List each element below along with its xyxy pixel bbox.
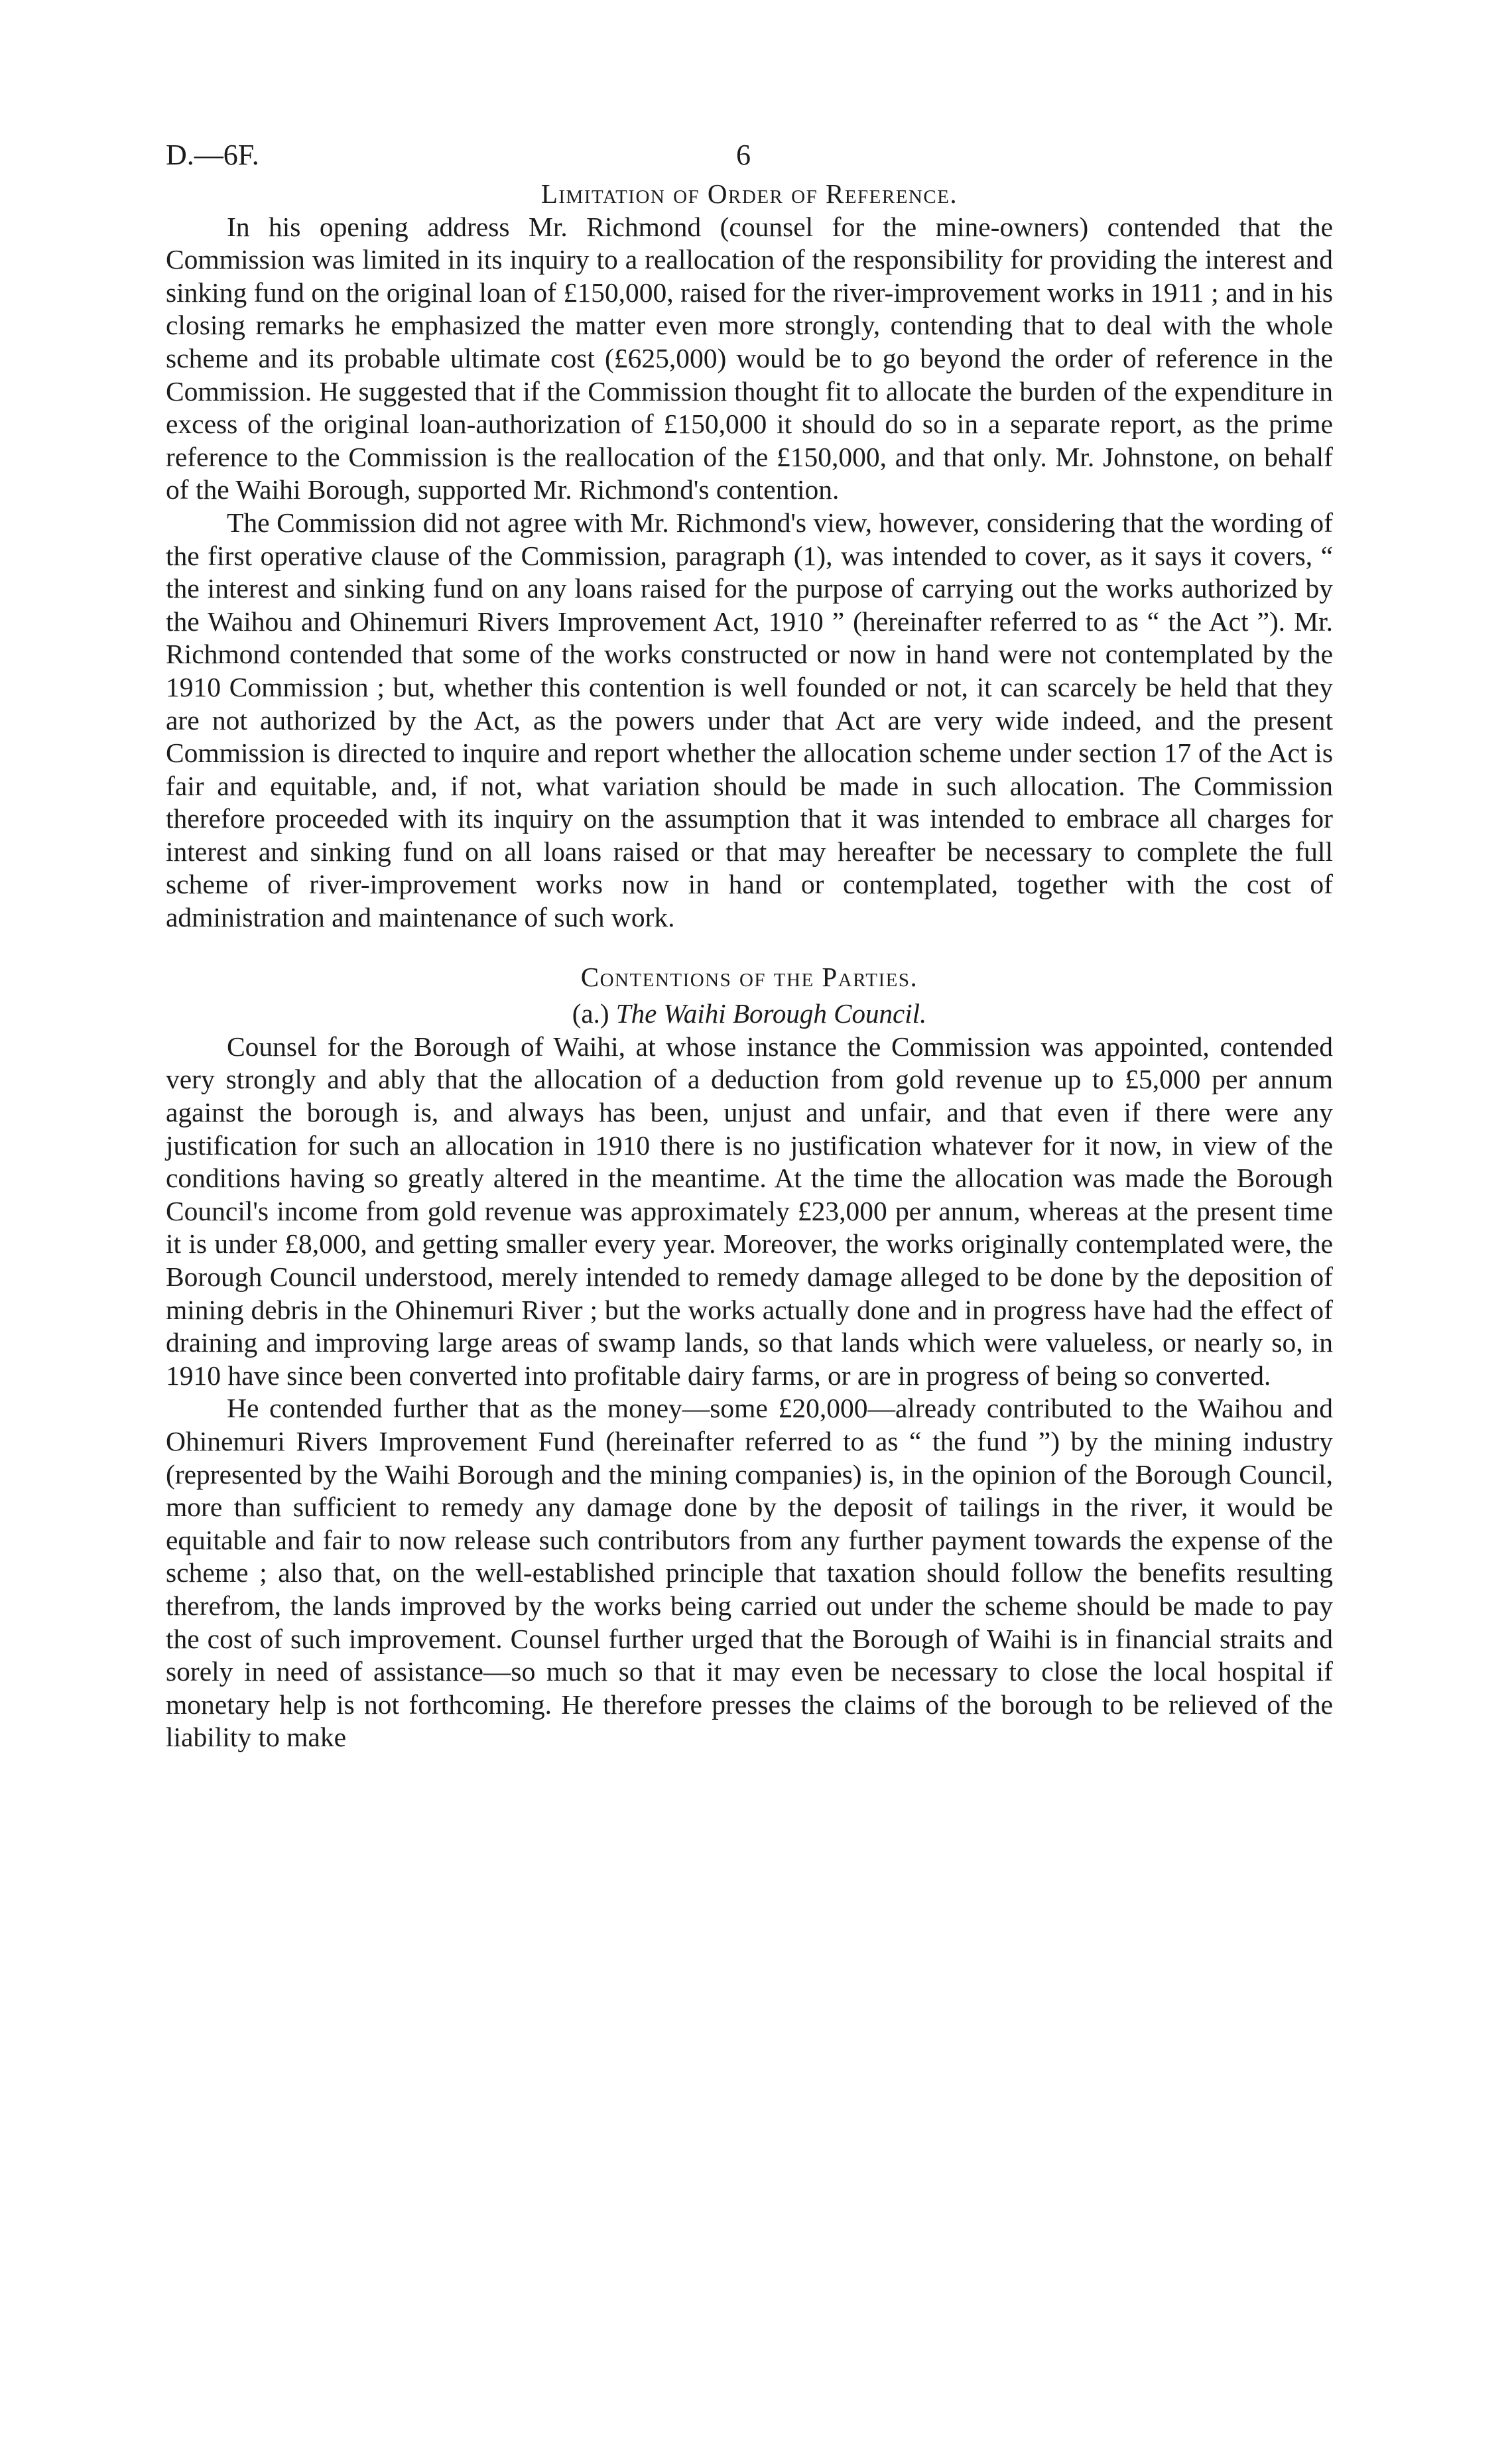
paragraph-waihi-1: Counsel for the Borough of Waihi, at whose instance the Commission was appointed, contended very strongly and ably that the allocation of a deduction from gold revenue up to £5,000 per annum against the borough is, and always has been, unjust and unfair, and that even if there were any justification for such an allocation in 1910 there is no justification whatever for it now, in view of the conditions having so greatly altered in the meantime. At the time the allocation was made the Borough Council's income from gold revenue was approximately £23,000 per annum, whereas at the present time it is under £8,000, and getting smaller every year. Moreover, the works originally contemplated were, the Borough Council understood, merely intended to remedy damage alleged to be done by the deposition of mining debris in the Ohinemuri River ; but the works actually done and in progress have had the effect of draining and improving large areas of swamp lands, so that lands which were valueless, or nearly so, in 1910 have since been converted into profitable dairy farms, or are in progress of being so converted. (166, 1031, 1333, 1391)
subsection-label: (a.) (572, 998, 609, 1029)
section-heading-contentions: Contentions of the Parties. (580, 961, 918, 992)
paragraph-waihi-2: He contended further that as the money—some £20,000—already contributed to the Waihou and Ohinemuri Rivers Improvement Fund (hereinafter referred to as “ the fund ”) by the mining industry (represented by the Waihi Borough and the mining companies) is, in the opinion of the Borough Council, more than sufficient to remedy any damage done by the deposit of tailings in the river, it would be equitable and fair to now release such contributors from any further payment towards the expense of the scheme ; also that, on the well-established principle that taxation should follow the benefits resulting therefrom, the lands improved by the works being carried out under the scheme should be made to pay the cost of such improvement. Counsel further urged that the Borough of Waihi is in financial straits and sorely in need of assistance—so much so that it may even be necessary to close the local hospital if monetary help is not forthcoming. He therefore presses the claims of the borough to be relieved of the liability to make (166, 1393, 1333, 1753)
paragraph-limitation-1: In his opening address Mr. Richmond (counsel for the mine-owners) contended that the Commission was limited in its inquiry to a reallocation of the responsibility for providing the interest and sinking fund on the original loan of £150,000, raised for the river-improvement works in 1911 ; and in his closing remarks he emphasized the matter even more strongly, contending that to deal with the whole scheme and its probable ultimate cost (£625,000) would be to go beyond the order of reference in the Commission. He suggested that if the Commission thought fit to allocate the burden of the expenditure in excess of the original loan-authorization of £150,000 it should do so in a separate report, as the prime reference to the Commission is the reallocation of the £150,000, and that only. Mr. Johnstone, on behalf of the Waihi Borough, supported Mr. Richmond's contention. (166, 211, 1333, 505)
document-body (166, 178, 1333, 1754)
document-identifier: D.—6F. (166, 139, 259, 171)
page-number: 6 (736, 139, 751, 171)
paragraph-limitation-2: The Commission did not agree with Mr. Richmond's view, however, considering that the wording of the first operative clause of the Commission, paragraph (1), was intended to cover, as it says it covers, “ the interest and sinking fund on any loans raised for the purpose of carrying out the works authorized by the Waihou and Ohinemuri Rivers Improvement Act, 1910 ” (hereinafter referred to as “ the Act ”). Mr. Richmond contended that some of the works constructed or now in hand were not contemplated by the 1910 Commission ; but, whether this contention is well founded or not, it can scarcely be held that they are not authorized by the Act, as the powers under that Act are very wide indeed, and the present Commission is directed to inquire and report whether the allocation scheme under section 17 of the Act is fair and equitable, and, if not, what variation should be made in such allocation. The Commission therefore proceeded with its inquiry on the assumption that it was intended to embrace all charges for interest and sinking fund on all loans raised or that may hereafter be necessary to complete the full scheme of river-improvement works now in hand or contemplated, together with the cost of administration and maintenance of such work. (166, 507, 1333, 933)
section-heading-limitation: Limitation of Order of Reference. (540, 178, 958, 209)
subsection-title: The Waihi Borough Council. (615, 998, 927, 1029)
subsection-heading-waihi (166, 997, 1333, 1031)
